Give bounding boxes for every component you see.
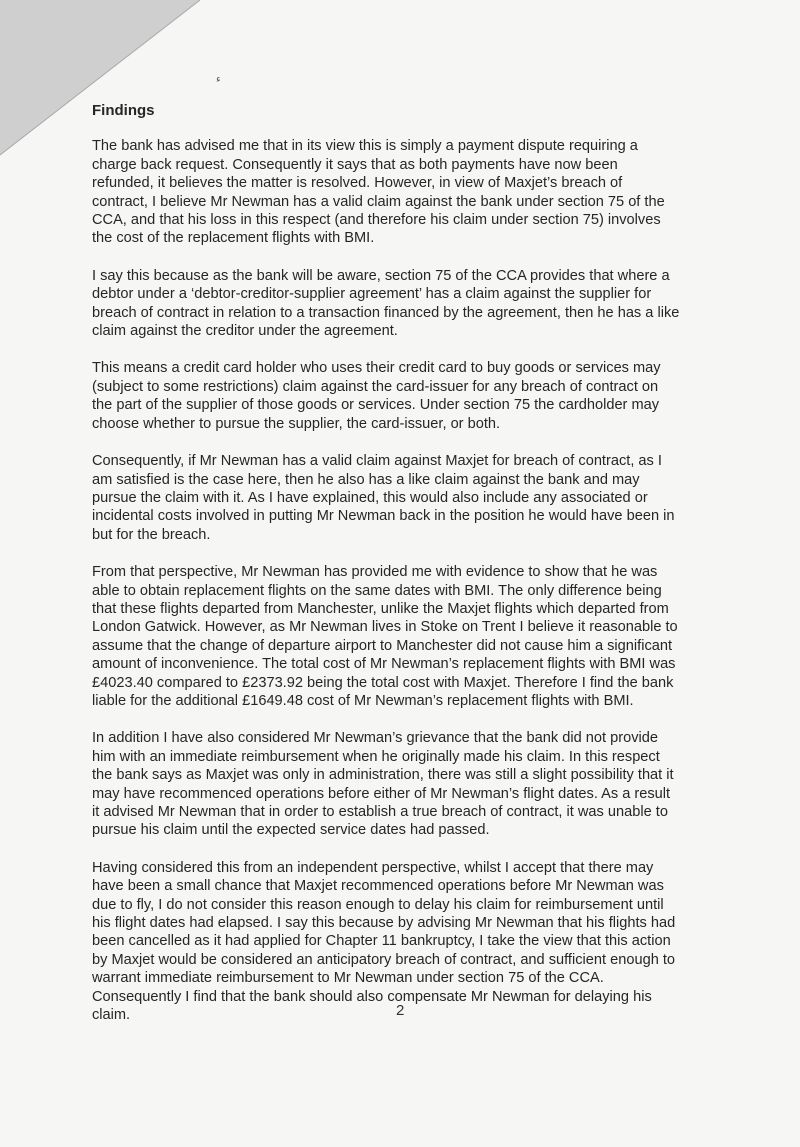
text-line: choose whether to pursue the supplier, the card-issuer, or both. bbox=[92, 415, 501, 432]
text-line: £4023.40 compared to £2373.92 being the total cost with Maxjet. Therefore I find the bank bbox=[92, 674, 674, 691]
text-line: pursue his claim until the expected service dates had passed. bbox=[92, 822, 490, 839]
text-line: In addition I have also considered Mr Newman’s grievance that the bank did not provide bbox=[92, 730, 658, 747]
text-line: it advised Mr Newman that in order to establish a true breach of contract, it was unable to bbox=[92, 804, 668, 820]
text-line: liable for the additional £1649.48 cost of Mr Newman’s replacement flights with BMI. bbox=[92, 692, 634, 709]
text-line: have been a small chance that Maxjet recommenced operations before Mr Newman was bbox=[92, 878, 664, 895]
text-line: am satisfied is the case here, then he also has a like claim against the bank and may bbox=[92, 471, 640, 488]
text-line: his flight dates had elapsed. I say this because by advising Mr Newman that his flights had bbox=[92, 915, 676, 932]
text-line: Consequently, if Mr Newman has a valid claim against Maxjet for breach of contract, as I bbox=[92, 453, 662, 470]
text-line: been cancelled as it had applied for Chapter 11 bankruptcy, I take the view that this action bbox=[92, 933, 671, 950]
page-number: 2 bbox=[396, 1002, 405, 1019]
paragraph bbox=[92, 267, 712, 341]
text-line: pursue the claim with it. As I have explained, this would also include any associated or bbox=[92, 489, 648, 506]
text-line: incidental costs involved in putting Mr Newman back in the position he would have been in bbox=[92, 508, 675, 525]
paragraph bbox=[92, 859, 712, 1025]
text-line: that these flights departed from Manchester, unlike the Maxjet flights which departed from bbox=[92, 600, 669, 617]
text-line: claim. bbox=[92, 1007, 131, 1024]
text-line: may have recommenced operations before either of Mr Newman’s flight dates. As a result bbox=[92, 785, 671, 802]
paragraph-list bbox=[92, 137, 712, 1024]
text-line: warrant immediate reimbursement to Mr Newman under section 75 of the CCA. bbox=[92, 970, 604, 987]
text-line: CCA, and that his loss in this respect (and therefore his claim under section 75) involves bbox=[92, 212, 661, 229]
text-line: contract, I believe Mr Newman has a valid claim against the bank under section 75 of the bbox=[92, 193, 665, 210]
text-line: The bank has advised me that in its view this is simply a payment dispute requiring a bbox=[92, 138, 638, 155]
text-line: I say this because as the bank will be aware, section 75 of the CCA provides that where a bbox=[92, 267, 670, 284]
text-line: assume that the change of departure airport to Manchester did not cause him a significant bbox=[92, 637, 673, 654]
text-line: due to fly, I do not consider this reason enough to delay his claim for reimbursement until bbox=[92, 896, 664, 913]
text-line: From that perspective, Mr Newman has provided me with evidence to show that he was bbox=[92, 564, 658, 581]
text-line: London Gatwick. However, as Mr Newman lives in Stoke on Trent I believe it reasonable to bbox=[92, 619, 678, 636]
paragraph bbox=[92, 563, 712, 710]
text-line: but for the breach. bbox=[92, 526, 211, 543]
pen-mark: ء bbox=[216, 74, 221, 85]
text-line: charge back request. Consequently it says that as both payments have now been bbox=[92, 156, 618, 173]
section-heading: Findings bbox=[92, 102, 155, 119]
text-line: by Maxjet would be considered an anticipatory breach of contract, and sufficient enough to bbox=[92, 951, 676, 968]
paragraph bbox=[92, 137, 712, 247]
paragraph bbox=[92, 729, 712, 839]
text-line: refunded, it believes the matter is resolved. However, in view of Maxjet’s breach of bbox=[92, 175, 623, 192]
text-line: the part of the supplier of those goods or services. Under section 75 the cardholder may bbox=[92, 397, 660, 414]
text-line: This means a credit card holder who uses their credit card to buy goods or services may bbox=[92, 360, 661, 377]
text-line: debtor under a ‘debtor-creditor-supplier agreement’ has a claim against the supplier for bbox=[92, 286, 652, 303]
text-line: Having considered this from an independent perspective, whilst I accept that there may bbox=[92, 859, 654, 876]
text-line: breach of contract in relation to a transaction financed by the agreement, then he has a like bbox=[92, 304, 680, 321]
paragraph bbox=[92, 359, 712, 433]
text-line: claim against the creditor under the agreement. bbox=[92, 323, 398, 340]
text-line: (subject to some restrictions) claim against the card-issuer for any breach of contract on bbox=[92, 378, 659, 395]
text-line: the bank says as Maxjet was only in administration, there was still a slight possibility that it bbox=[92, 767, 674, 784]
text-line: him with an immediate reimbursement when he originally made his claim. In this respect bbox=[92, 748, 660, 765]
text-line: Consequently I find that the bank should also compensate Mr Newman for delaying his bbox=[92, 988, 652, 1005]
paragraph bbox=[92, 452, 712, 544]
text-line: the cost of the replacement flights with BMI. bbox=[92, 230, 375, 247]
document-body bbox=[92, 102, 712, 1043]
text-line: able to obtain replacement flights on the same dates with BMI. The only difference being bbox=[92, 582, 662, 599]
text-line: amount of inconvenience. The total cost of Mr Newman’s replacement flights with BMI was bbox=[92, 656, 676, 673]
